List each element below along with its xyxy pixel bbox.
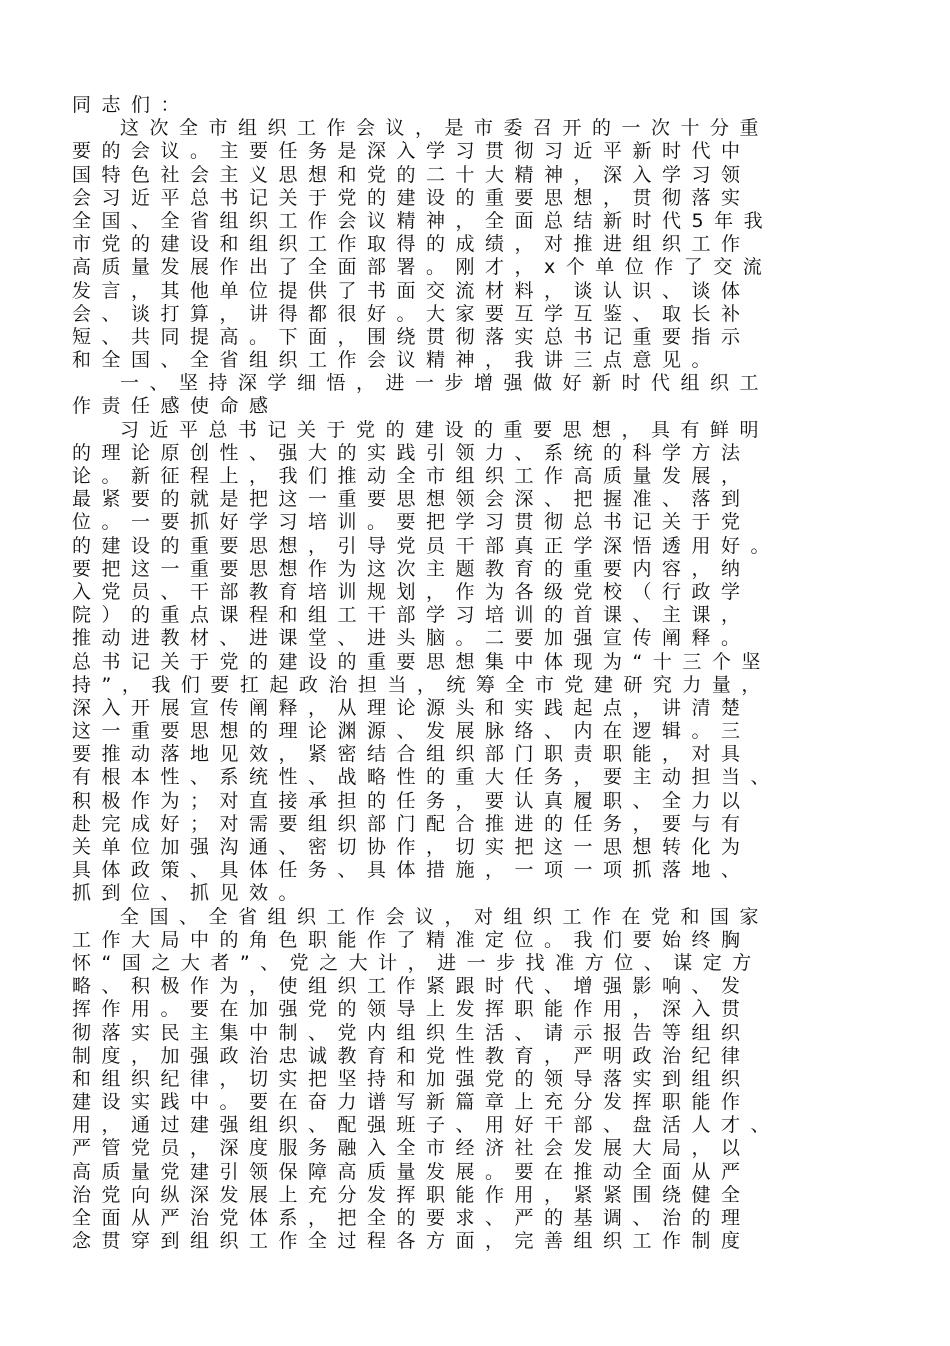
text-line: 国特色社会主义思想和党的二十大精神，深入学习领 [72,163,751,186]
text-line: 挥作用。要在加强党的领导上发挥职能作用，深入贯 [72,998,751,1021]
text-line: 和组织纪律，切实把坚持和加强党的领导落实到组织 [72,1067,751,1090]
text-line: 全国、全省组织工作会议，对组织工作在党和国家 [120,905,770,928]
text-line: 市党的建设和组织工作取得的成绩，对推进组织工作 [72,233,751,256]
text-line: 赴完成好；对需要组织部门配合推进的任务，要与有 [72,812,751,835]
text-line: 要的会议。主要任务是深入学习贯彻习近平新时代中 [72,140,751,163]
text-line: 治党向纵深发展上充分发挥职能作用，紧紧围绕健全 [72,1183,751,1206]
text-line: 有根本性、系统性、战略性的重大任务，要主动担当、 [72,766,781,789]
text-line: 这次全市组织工作会议，是市委召开的一次十分重 [120,117,770,140]
text-line: 这一重要思想的理论渊源、发展脉络、内在逻辑。三 [72,720,751,743]
text-line: 会习近平总书记关于党的建设的重要思想，贯彻落实 [72,186,751,209]
text-line: 要把这一重要思想作为这次主题教育的重要内容，纳 [72,557,751,580]
text-line: 的理论原创性、强大的实践引领力、系统的科学方法 [72,441,751,464]
text-line: 推动进教材、进课堂、进头脑。二要加强宣传阐释。 [72,627,751,650]
text-line: 发言，其他单位提供了书面交流材料，谈认识、谈体 [72,279,751,302]
text-line: 位。一要抓好学习培训。要把学习贯彻总书记关于党 [72,511,751,534]
text-line: 念贯穿到组织工作全过程各方面，完善组织工作制度 [72,1230,751,1253]
text-line: 略、积极作为，使组织工作紧跟时代、增强影响、发 [72,975,751,998]
text-line: 用，通过建强组织、配强班子、用好干部、盘活人才、 [72,1114,781,1137]
text-line: 积极作为；对直接承担的任务，要认真履职、全力以 [72,789,751,812]
section-heading-line: 作责任感使命感 [72,395,279,418]
text-line: 的建设的重要思想，引导党员干部真正学深悟透用好。 [72,534,781,557]
text-line: 深入开展宣传阐释，从理论源头和实践起点，讲清楚 [72,696,751,719]
section-heading-line: 一、坚持深学细悟，进一步增强做好新时代组织工 [120,372,770,395]
text-line: 关单位加强沟通、密切协作，切实把这一思想转化为 [72,836,751,858]
text-line: 制度，加强政治忠诚教育和党性教育，严明政治纪律 [72,1044,751,1067]
text-line: 同志们： [72,94,191,116]
text-line: 论。新征程上，我们推动全市组织工作高质量发展， [72,465,751,487]
text-line: 彻落实民主集中制、党内组织生活、请示报告等组织 [72,1021,751,1044]
text-line: 持”，我们要扛起政治担当，统筹全市党建研究力量， [72,673,771,696]
text-line: 会、谈打算，讲得都很好。大家要互学互鉴、取长补 [72,302,751,325]
text-line: 要推动落地见效，紧密结合组织部门职责职能，对具 [72,743,751,766]
text-line: 具体政策、具体任务、具体措施，一项一项抓落地、 [72,859,751,882]
text-line: 总书记关于党的建设的重要思想集中体现为“十三个坚 [72,650,771,673]
text-line: 最紧要的就是把这一重要思想领会深、把握准、落到 [72,488,751,511]
text-line: 建设实践中。要在奋力谱写新篇章上充分发挥职能作 [72,1091,751,1114]
text-line: 抓到位、抓见效。 [72,882,309,905]
text-line: 入党员、干部教育培训规划，作为各级党校（行政学 [72,580,751,603]
text-line: 严管党员，深度服务融入全市经济社会发展大局，以 [72,1137,751,1160]
text-line: 短、共同提高。下面，围绕贯彻落实总书记重要指示 [72,325,751,348]
text-line: 高质量党建引领保障高质量发展。要在推动全面从严 [72,1160,751,1183]
text-line: 习近平总书记关于党的建设的重要思想，具有鲜明 [120,418,770,441]
text-line: 怀“国之大者”、党之大计，进一步找准方位、谋定方 [72,951,762,974]
text-line: 高质量发展作出了全面部署。刚才，x个单位作了交流 [72,256,773,279]
text-line: 全面从严治党体系，把全的要求、严的基调、治的理 [72,1207,751,1229]
speech-body [72,94,868,1253]
text-line: 工作大局中的角色职能作了精准定位。我们要始终胸 [72,928,751,951]
text-line: 和全国、全省组织工作会议精神，我讲三点意见。 [72,349,722,372]
text-line: 全国、全省组织工作会议精神，全面总结新时代5年我 [72,209,774,232]
text-line: 院）的重点课程和组工干部学习培训的首课、主课， [72,604,751,627]
